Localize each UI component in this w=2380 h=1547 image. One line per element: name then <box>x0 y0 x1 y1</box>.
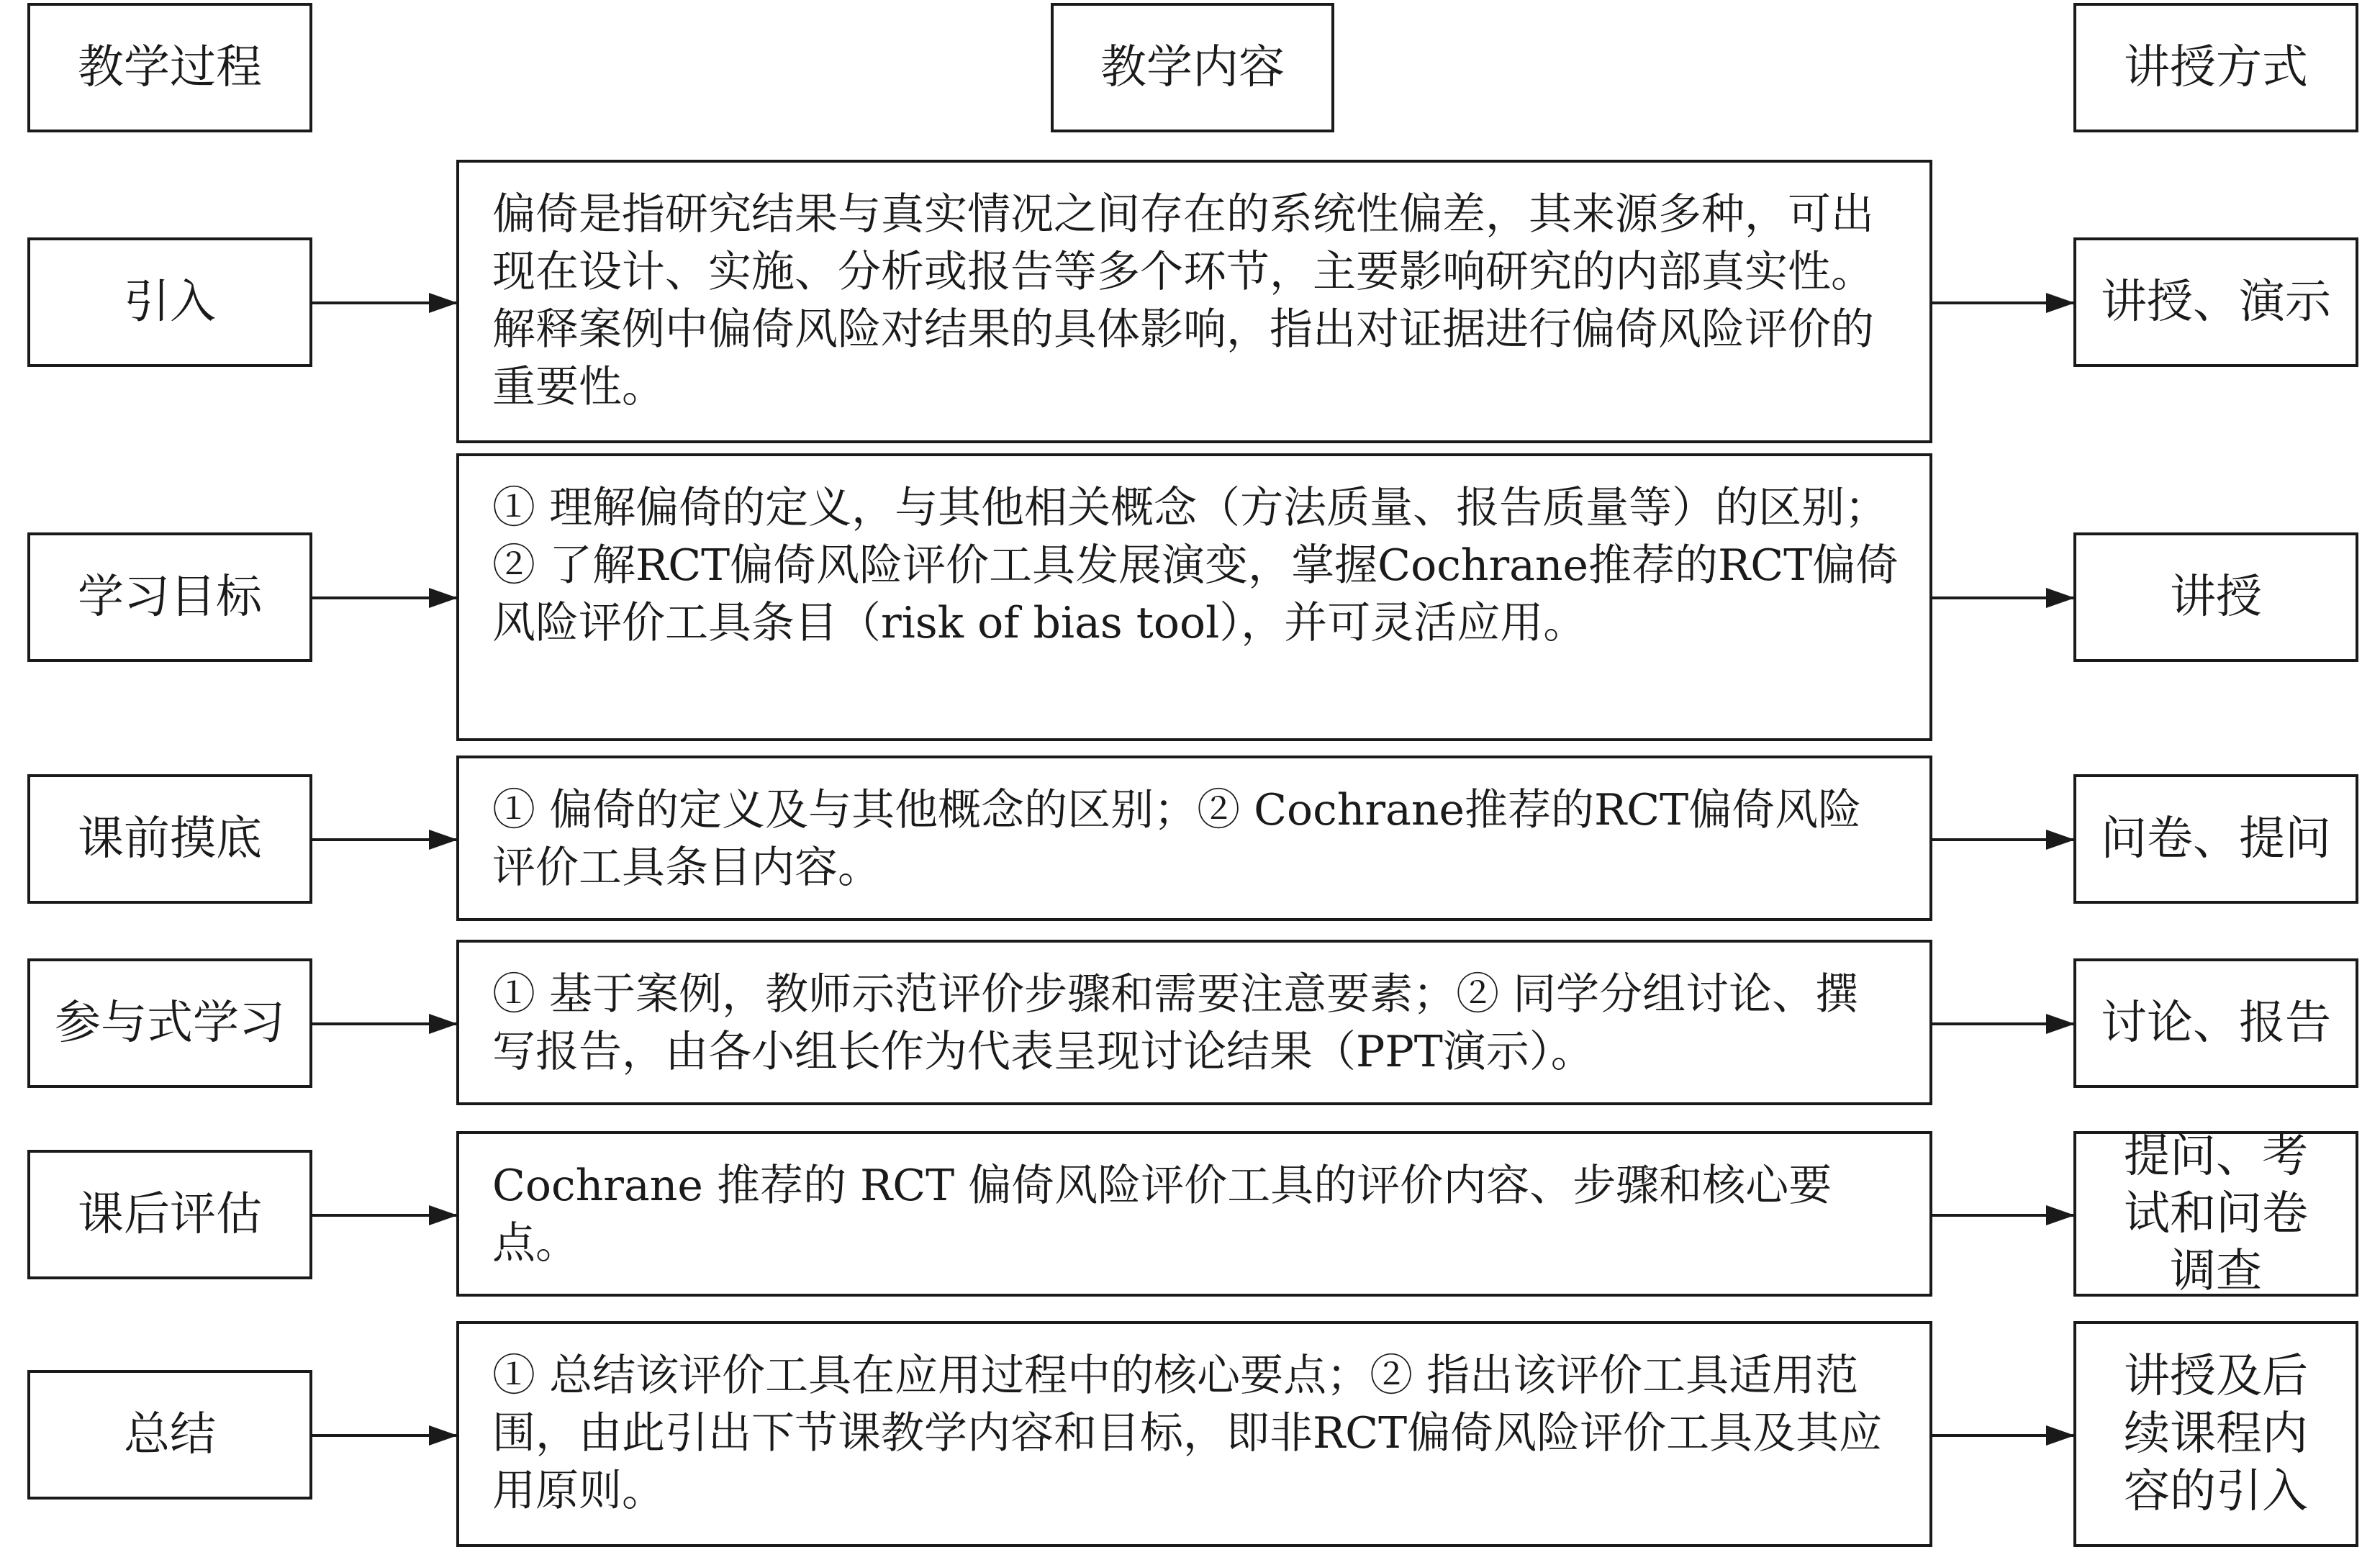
method-box-objectives: 讲授 <box>2073 532 2358 662</box>
arrow-content-to-method <box>1932 1022 2073 1025</box>
content-box-participatory: ① 基于案例，教师示范评价步骤和需要注意要素；② 同学分组讨论、撰写报告，由各小组长作为代表呈现讨论结果（PPT演示）。 <box>456 940 1932 1105</box>
arrow-content-to-method <box>1932 1434 2073 1437</box>
method-box-participatory: 讨论、报告 <box>2073 958 2358 1088</box>
arrow-content-to-method <box>1932 838 2073 841</box>
header-teaching-process: 教学过程 <box>27 3 312 132</box>
arrow-process-to-content <box>312 596 456 599</box>
content-box-pretest: ① 偏倚的定义及与其他概念的区别；② Cochrane推荐的RCT偏倚风险评价工具条目内容。 <box>456 756 1932 921</box>
method-box-pretest: 问卷、提问 <box>2073 774 2358 904</box>
content-box-posttest: Cochrane 推荐的 RCT 偏倚风险评价工具的评价内容、步骤和核心要点。 <box>456 1131 1932 1297</box>
header-teaching-content: 教学内容 <box>1051 3 1334 132</box>
content-box-intro: 偏倚是指研究结果与真实情况之间存在的系统性偏差，其来源多种，可出现在设计、实施、分析或报告等多个环节，主要影响研究的内部真实性。解释案例中偏倚风险对结果的具体影响，指出对证据进行偏倚风险评价的重要性。 <box>456 160 1932 443</box>
method-box-intro: 讲授、演示 <box>2073 237 2358 367</box>
arrow-content-to-method <box>1932 1214 2073 1217</box>
method-box-summary: 讲授及后续课程内容的引入 <box>2073 1321 2358 1547</box>
content-box-objectives: ① 理解偏倚的定义，与其他相关概念（方法质量、报告质量等）的区别；② 了解RCT偏倚风险评价工具发展演变，掌握Cochrane推荐的RCT偏倚风险评价工具条目（risk of bias tool），并可灵活应用。 <box>456 453 1932 741</box>
process-box-pretest: 课前摸底 <box>27 774 312 904</box>
arrow-process-to-content <box>312 1214 456 1217</box>
method-box-posttest: 提问、考试和问卷调查 <box>2073 1131 2358 1297</box>
process-box-posttest: 课后评估 <box>27 1150 312 1279</box>
arrow-process-to-content <box>312 1022 456 1025</box>
content-box-summary: ① 总结该评价工具在应用过程中的核心要点；② 指出该评价工具适用范围，由此引出下节课教学内容和目标，即非RCT偏倚风险评价工具及其应用原则。 <box>456 1321 1932 1547</box>
arrow-process-to-content <box>312 1434 456 1437</box>
process-box-intro: 引入 <box>27 237 312 367</box>
process-box-summary: 总结 <box>27 1370 312 1500</box>
arrow-process-to-content <box>312 838 456 841</box>
arrow-process-to-content <box>312 301 456 304</box>
arrow-content-to-method <box>1932 596 2073 599</box>
process-box-participatory: 参与式学习 <box>27 958 312 1088</box>
process-box-objectives: 学习目标 <box>27 532 312 662</box>
arrow-content-to-method <box>1932 301 2073 304</box>
header-teaching-method: 讲授方式 <box>2073 3 2358 132</box>
